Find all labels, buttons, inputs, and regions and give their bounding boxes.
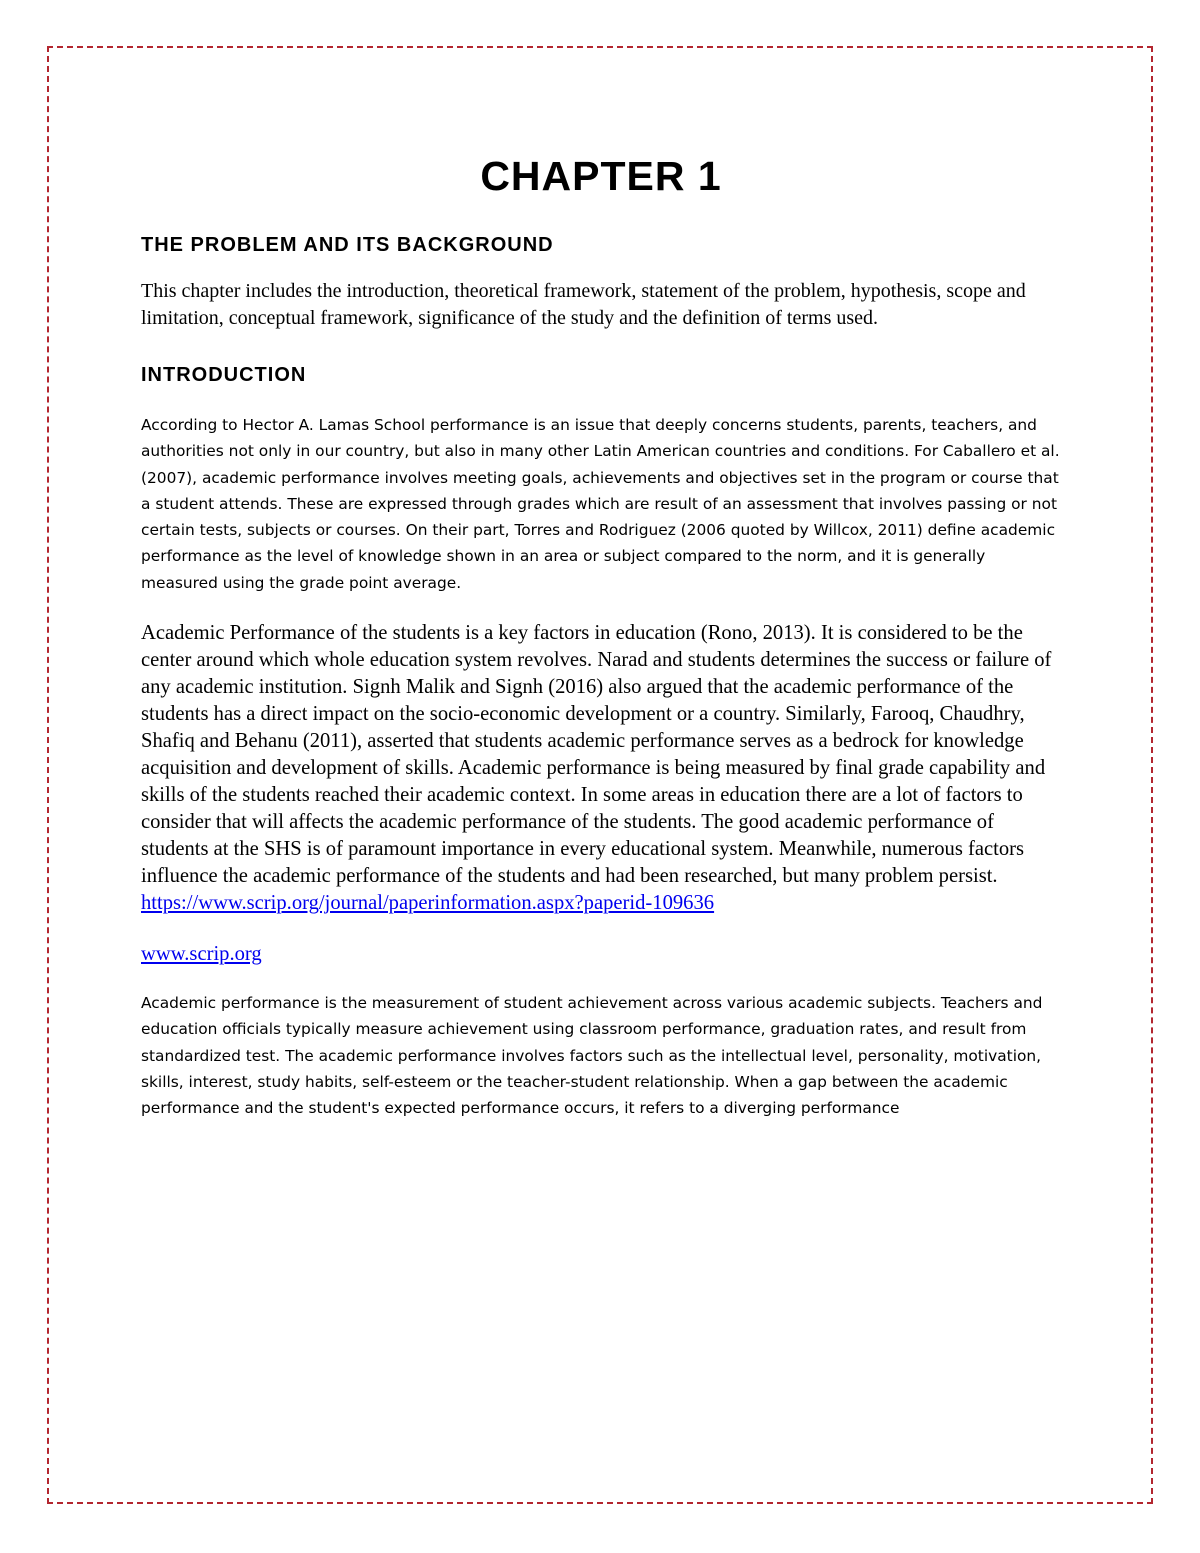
chapter-overview-paragraph: This chapter includes the introduction, theoretical framework, statement of the problem, hypothesis, scope and limitation, conceptual framework, significance of the study and the definition of terms used. [141, 280, 1026, 329]
intro-paragraph-3: Academic performance is the measurement of student achievement across various academic subjects. Teachers and education officials typically measure achievement using classroom performance, graduation rates, and result from standardized test. The academic performance involves factors such as the intellectual level, personality, motivation, skills, interest, study habits, self-esteem or the teacher-student relationship. When a gap between the academic performance and the student's expected performance occurs, it refers to a diverging performance [141, 994, 1043, 1118]
intro-paragraph-2 [141, 620, 1061, 917]
section-heading-introduction: INTRODUCTION [141, 364, 307, 386]
section-heading-problem: THE PROBLEM AND ITS BACKGROUND [141, 234, 554, 256]
chapter-title: CHAPTER 1 [480, 153, 722, 199]
scrip-site-link[interactable]: www.scrip.org [141, 943, 262, 966]
document-body [141, 150, 1061, 1122]
paper-information-link[interactable]: https://www.scrip.org/journal/paperinformation.aspx?paperid-109636 [141, 892, 715, 915]
site-link-paragraph [141, 941, 1061, 968]
intro-paragraph-1: According to Hector A. Lamas School performance is an issue that deeply concerns students, parents, teachers, and authorities not only in our country, but also in many other Latin American countries and conditions. For Caballero et al. (2007), academic performance involves meeting goals, achievements and objectives set in the program or course that a student attends. These are expressed through grades which are result of an assessment that involves passing or not certain tests, subjects or courses. On their part, Torres and Rodriguez (2006 quoted by Willcox, 2011) define academic performance as the level of knowledge shown in an area or subject compared to the norm, and it is generally measured using the grade point average. [141, 416, 1060, 592]
intro-paragraph-2-text: Academic Performance of the students is a key factors in education (Rono, 2013). It is considered to be the center around which whole education system revolves. Narad and students determines the success or failure of any academic institution. Signh Malik and Signh (2016) also argued that the academic performance of the students has a direct impact on the socio-economic development or a country. Similarly, Farooq, Chaudhry, Shafiq and Behanu (2011), asserted that students academic performance serves as a bedrock for knowledge acquisition and development of skills. Academic performance is being measured by final grade capability and skills of the students reached their academic context. In some areas in education there are a lot of factors to consider that will affects the academic performance of the students. The good academic performance of students at the SHS is of paramount importance in every educational system. Meanwhile, numerous factors influence the academic performance of the students and had been researched, but many problem persist. [141, 622, 1052, 888]
